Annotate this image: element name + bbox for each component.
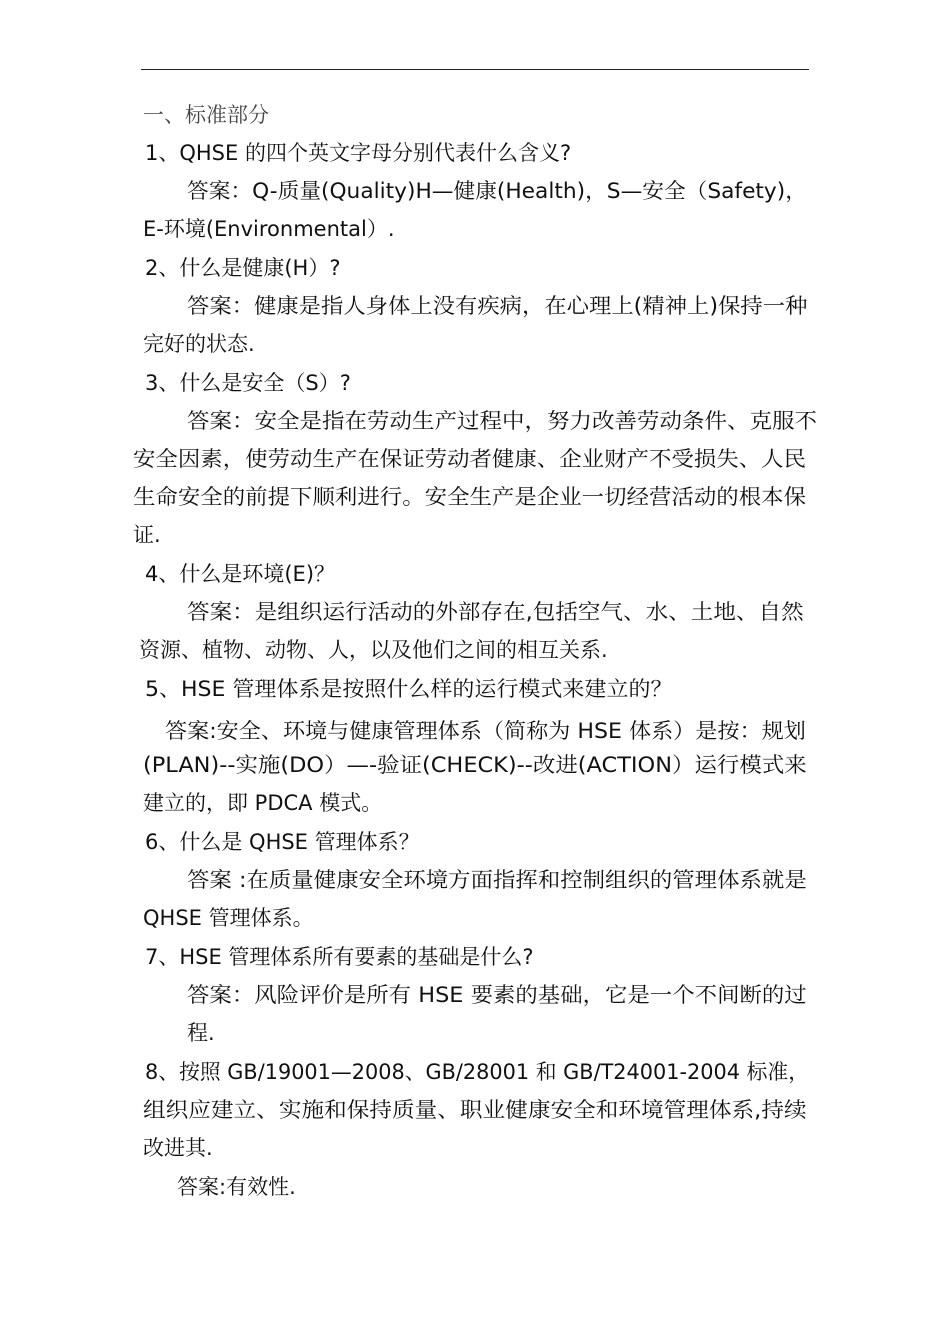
answer-5-line-3: 建立的，即 PDCA 模式。 xyxy=(143,791,383,815)
question-3: 3、什么是安全（S）? xyxy=(145,371,351,395)
question-6: 6、什么是 QHSE 管理体系？ xyxy=(145,830,420,854)
answer-3-line-4: 证. xyxy=(133,523,161,547)
question-1: 1、QHSE 的四个英文字母分别代表什么含义? xyxy=(145,141,572,165)
header-rule xyxy=(141,69,809,70)
question-8-line-3: 改进其. xyxy=(143,1136,213,1160)
question-8-line-2: 组织应建立、实施和保持质量、职业健康安全和环境管理体系,持续 xyxy=(143,1098,807,1122)
section-title: 一、标准部分 xyxy=(143,103,269,127)
question-5: 5、HSE 管理体系是按照什么样的运行模式来建立的？ xyxy=(145,677,673,701)
answer-6-line-1: 答案 :在质量健康安全环境方面指挥和控制组织的管理体系就是 xyxy=(187,868,807,892)
answer-4-line-1: 答案：是组织运行活动的外部存在,包括空气、水、土地、自然 xyxy=(187,600,804,624)
answer-1-line-2: E-环境(Environmental）. xyxy=(143,217,395,241)
answer-7-line-2: 程. xyxy=(187,1021,215,1045)
answer-5-line-1: 答案:安全、环境与健康管理体系（简称为 HSE 体系）是按：规划 xyxy=(165,719,806,743)
answer-3-line-3: 生命安全的前提下顺利进行。安全生产是企业一切经营活动的根本保 xyxy=(133,485,806,509)
answer-6-line-2: QHSE 管理体系。 xyxy=(143,906,314,930)
answer-1-line-1: 答案：Q-质量(Quality)H—健康(Health)，S—安全（Safety)， xyxy=(187,179,807,203)
answer-8-line-1: 答案:有效性. xyxy=(177,1175,296,1199)
question-2: 2、什么是健康(H）? xyxy=(145,256,341,280)
question-8-line-1: 8、按照 GB/19001—2008、GB/28001 和 GB/T24001-2004 标准， xyxy=(145,1060,810,1084)
answer-2-line-2: 完好的状态. xyxy=(143,332,255,356)
answer-7-line-1: 答案：风险评价是所有 HSE 要素的基础，它是一个不间断的过 xyxy=(187,983,807,1007)
answer-2-line-1: 答案：健康是指人身体上没有疾病，在心理上(精神上)保持一种 xyxy=(187,294,808,318)
answer-4-line-2: 资源、植物、动物、人，以及他们之间的相互关系. xyxy=(139,638,608,662)
answer-3-line-2: 安全因素，使劳动生产在保证劳动者健康、企业财产不受损失、人民 xyxy=(133,447,806,471)
question-7: 7、HSE 管理体系所有要素的基础是什么? xyxy=(145,945,534,969)
answer-5-line-2: (PLAN)--实施(DO）—-验证(CHECK)--改进(ACTION）运行模式来 xyxy=(143,753,807,777)
question-4: 4、什么是环境(E)？ xyxy=(145,562,336,586)
answer-3-line-1: 答案：安全是指在劳动生产过程中，努力改善劳动条件、克服不 xyxy=(187,409,817,433)
